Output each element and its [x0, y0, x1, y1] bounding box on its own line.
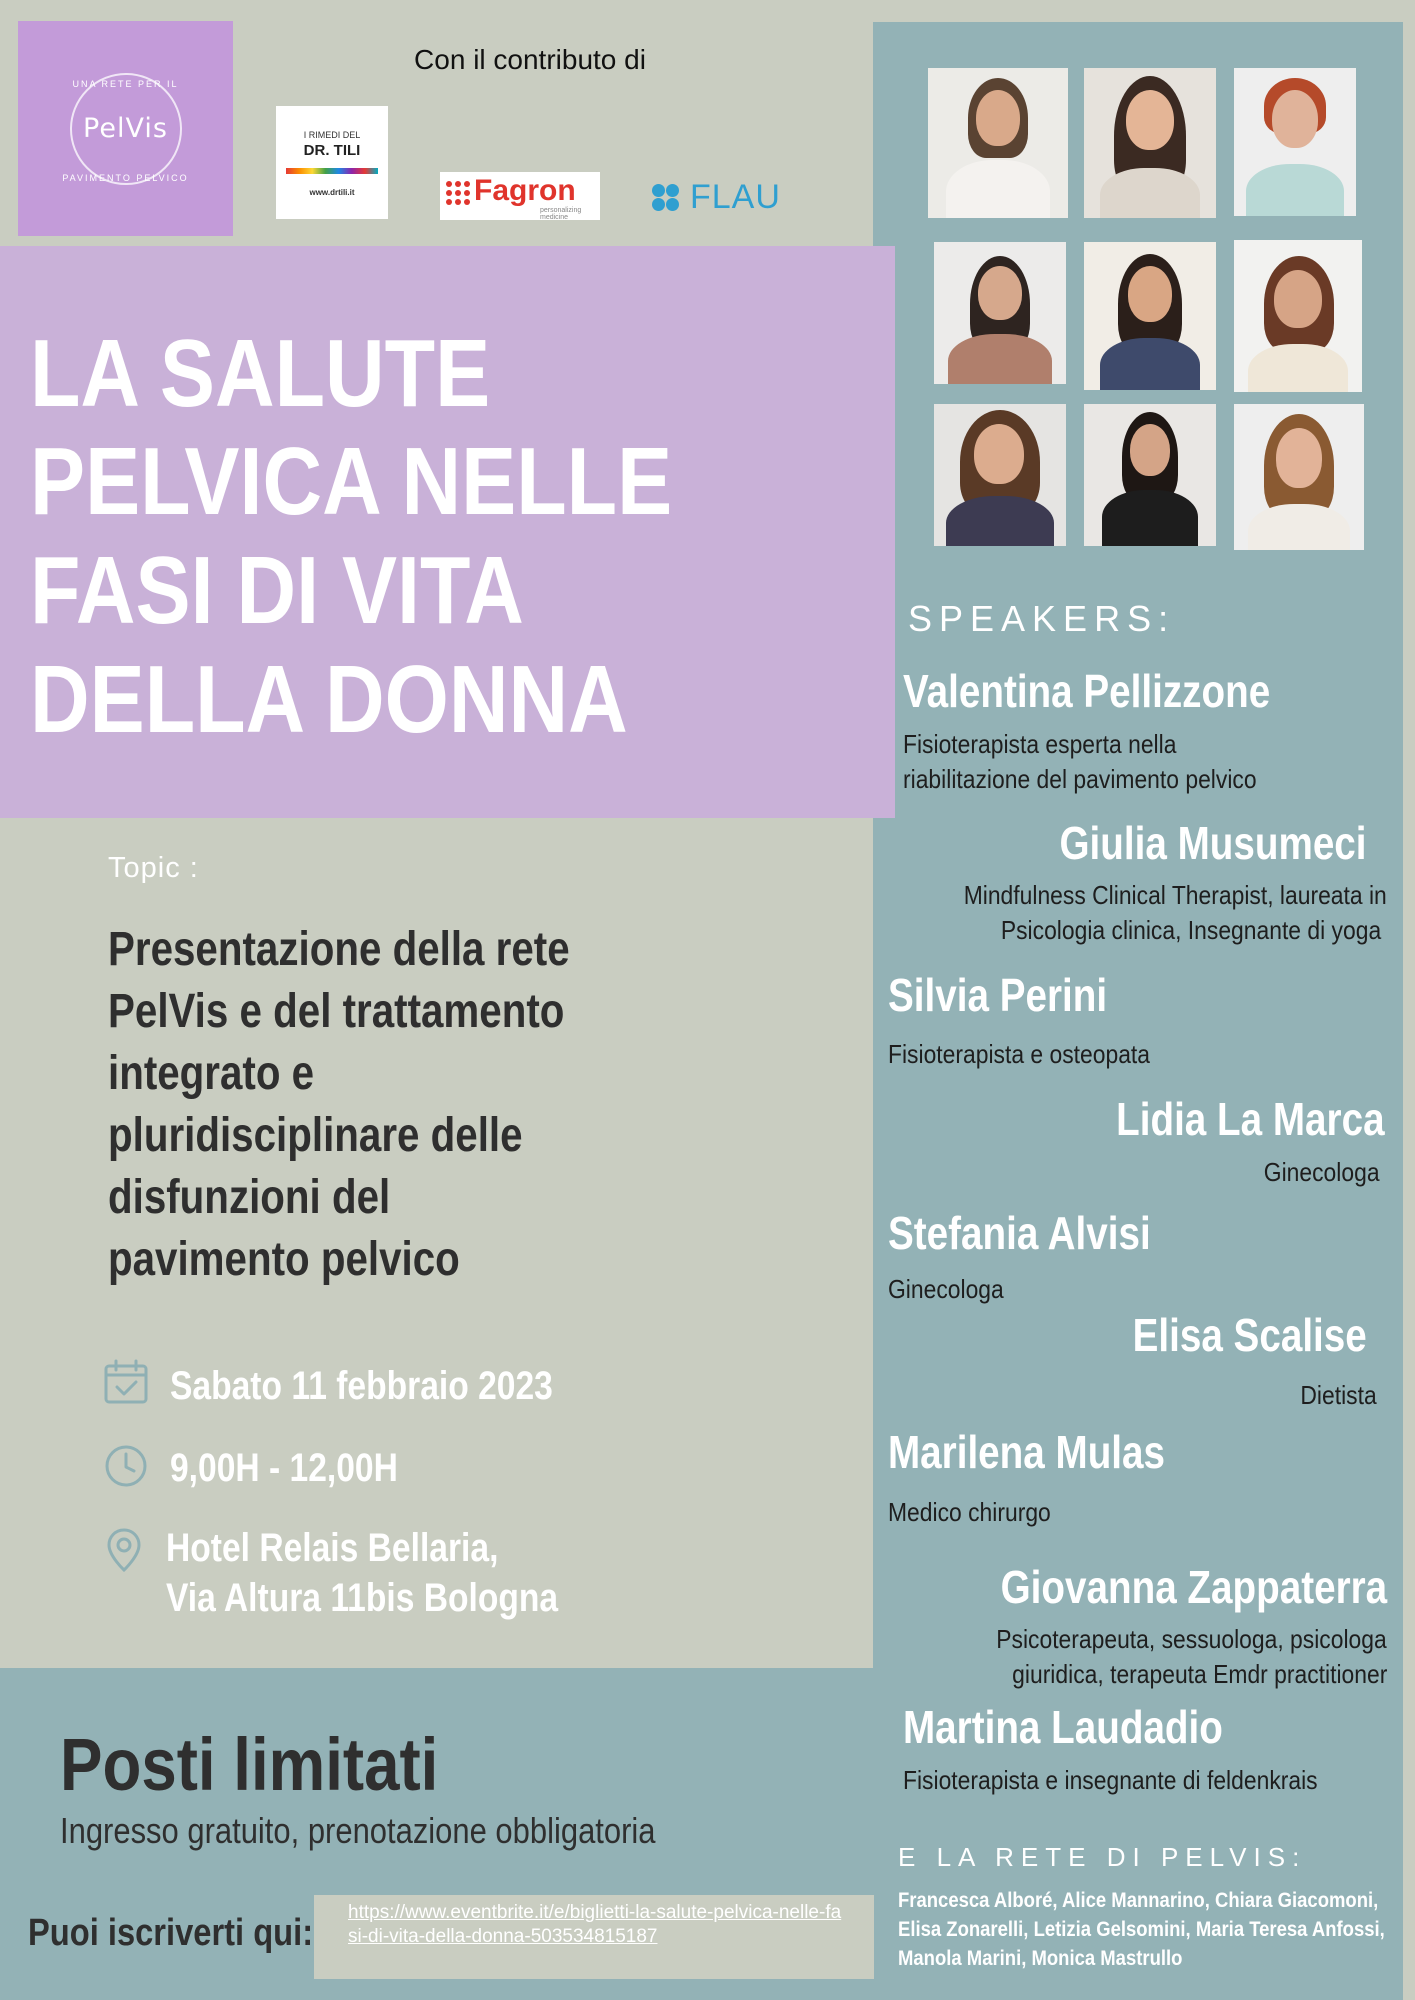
speaker-name-6: Elisa Scalise [1132, 1309, 1367, 1361]
flau-logo [650, 178, 800, 218]
speaker-role-1a: Fisioterapista esperta nella [903, 729, 1177, 759]
topic-line-5: disfunzioni del [108, 1171, 391, 1224]
network-names: Francesca Alboré, Alice Mannarino, Chiara Giacomoni, Elisa Zonarelli, Letizia Gelsomini, Maria Teresa Anfossi, Manola Marini, Monica Mastrullo [898, 1889, 1385, 1970]
speaker-role-1b: riabilitazione del pavimento pelvico [903, 764, 1257, 794]
event-date: Sabato 11 febbraio 2023 [170, 1364, 553, 1408]
registration-link-box [314, 1895, 874, 1979]
calendar-icon [102, 1358, 150, 1406]
speaker-role-4: Ginecologa [1264, 1157, 1380, 1187]
speaker-photo-3 [1234, 68, 1356, 216]
dr-tili-url: www.drtili.it [309, 188, 355, 197]
fagron-dots-icon [446, 181, 470, 205]
speaker-name-1: Valentina Pellizzone [903, 665, 1271, 717]
register-cta: Puoi iscriverti qui: [28, 1912, 314, 1954]
logo-arc-bottom: PAVIMENTO PELVICO [62, 173, 189, 183]
contributors-label: Con il contributo di [414, 44, 646, 75]
fagron-logo [440, 172, 600, 220]
speaker-name-3: Silvia Perini [888, 969, 1108, 1021]
speaker-photo-7 [934, 404, 1066, 546]
speakers-heading: SPEAKERS: [908, 598, 1176, 639]
topic-line-3: integrato e [108, 1047, 315, 1100]
speaker-photo-4 [934, 242, 1066, 384]
speaker-role-5: Ginecologa [888, 1274, 1004, 1304]
topic-line-6: pavimento pelvico [108, 1233, 460, 1286]
speaker-photo-1 [928, 68, 1068, 218]
speaker-role-2b: Psicologia clinica, Insegnante di yoga [1000, 915, 1381, 945]
clock-icon [102, 1442, 150, 1490]
speaker-name-9: Martina Laudadio [903, 1701, 1223, 1753]
title-line-3: FASI DI VITA [30, 537, 524, 644]
entry-note: Ingresso gratuito, prenotazione obbligatoria [60, 1810, 656, 1851]
logo-name: PelVis [83, 113, 168, 144]
fagron-name: Fagron [474, 174, 576, 207]
pelvis-logo [18, 21, 233, 236]
dr-tili-line2: DR. TILI [303, 142, 361, 159]
dr-tili-line1: I RIMEDI DEL [303, 130, 361, 140]
dr-tili-color-bar [286, 168, 378, 174]
dr-tili-logo [276, 106, 388, 219]
title-line-4: DELLA DONNA [30, 646, 628, 753]
speaker-role-3: Fisioterapista e osteopata [888, 1039, 1151, 1069]
title-line-1: LA SALUTE [30, 320, 491, 427]
speaker-name-8: Giovanna Zappaterra [1000, 1561, 1387, 1613]
clover-icon [652, 184, 680, 212]
topic-label: Topic : [108, 852, 199, 884]
event-location-line2: Via Altura 11bis Bologna [166, 1576, 559, 1620]
speaker-photo-5 [1084, 242, 1216, 390]
location-pin-icon [100, 1526, 148, 1574]
speaker-role-2a: Mindfulness Clinical Therapist, laureata in [963, 880, 1387, 910]
fagron-tagline: personalizing medicine [540, 207, 582, 221]
topic-line-1: Presentazione della rete [108, 923, 570, 976]
speaker-name-2: Giulia Musumeci [1059, 817, 1367, 869]
registration-link[interactable]: https://www.eventbrite.it/e/biglietti-la-salute-pelvica-nelle-fasi-di-vita-della-donna-503534815187 [348, 1902, 842, 1947]
event-time: 9,00H - 12,00H [170, 1446, 398, 1490]
speaker-photo-6 [1234, 240, 1362, 392]
logo-arc-top: UNA RETE PER IL [72, 79, 179, 89]
topic-line-4: pluridisciplinare delle [108, 1109, 523, 1162]
speaker-role-8a: Psicoterapeuta, sessuologa, psicologa [996, 1624, 1387, 1654]
limited-seats-headline: Posti limitati [60, 1723, 439, 1806]
speaker-role-7: Medico chirurgo [888, 1497, 1051, 1527]
flau-name: FLAU [690, 178, 781, 216]
speaker-name-5: Stefania Alvisi [888, 1207, 1151, 1259]
speaker-photo-8 [1084, 404, 1216, 546]
speaker-role-9: Fisioterapista e insegnante di feldenkrais [903, 1765, 1318, 1795]
speaker-role-6: Dietista [1300, 1380, 1377, 1410]
title-line-2: PELVICA NELLE [30, 428, 673, 535]
speaker-photo-9 [1234, 404, 1364, 550]
speaker-photo-2 [1084, 68, 1216, 218]
speaker-role-8b: giuridica, terapeuta Emdr practitioner [1011, 1659, 1387, 1689]
speaker-name-7: Marilena Mulas [888, 1426, 1166, 1478]
event-location-line1: Hotel Relais Bellaria, [166, 1526, 499, 1570]
topic-line-2: PelVis e del trattamento [108, 985, 565, 1038]
speaker-name-4: Lidia La Marca [1116, 1093, 1385, 1145]
network-heading: E LA RETE DI PELVIS: [898, 1842, 1307, 1872]
